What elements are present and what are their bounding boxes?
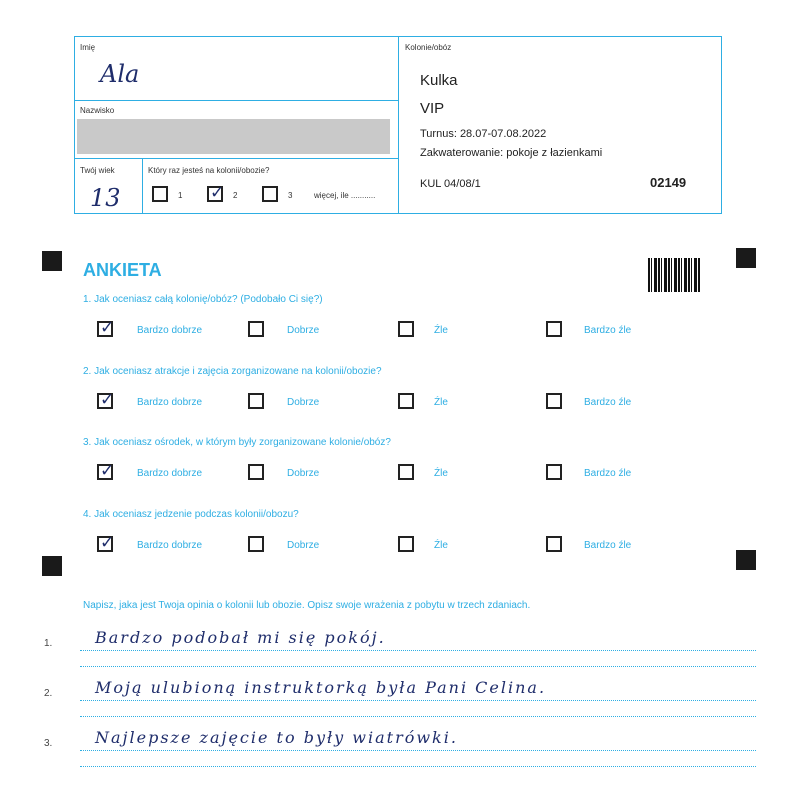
zakwaterowanie: Zakwaterowanie: pokoje z łazienkami [420, 147, 603, 159]
header-divider-3 [142, 158, 143, 214]
question-4-checkbox-3[interactable] [398, 536, 414, 552]
imie-value[interactable]: Ala [100, 60, 140, 88]
opinion-line-dotted-rule [80, 716, 756, 717]
header-divider-vertical [398, 36, 399, 214]
opinion-prompt: Napisz, jaka jest Twoja opinia o kolonii lub obozie. Opisz swoje wrażenia z pobytu w trzech zdaniach. [83, 600, 531, 611]
opinion-line-text[interactable]: Najlepsze zajęcie to były wiatrówki. [95, 728, 458, 747]
question-4-checkbox-4[interactable] [546, 536, 562, 552]
survey-title: ANKIETA [83, 260, 162, 280]
question-1-option-label-3: Źle [434, 325, 448, 336]
opinion-line-number: 1. [44, 638, 53, 649]
opinion-line-dotted-rule [80, 650, 756, 651]
ktory-raz-checkbox-3[interactable] [262, 186, 278, 202]
kolonia-code: KUL 04/08/1 [420, 178, 481, 190]
registration-marker-top-left [42, 251, 62, 271]
question-3-option-label-4: Bardzo źle [584, 468, 632, 479]
question-4-option-label-4: Bardzo źle [584, 540, 632, 551]
registration-marker-top-right [736, 248, 756, 268]
nazwisko-label: Nazwisko [80, 106, 115, 115]
ktory-raz-option-1: 1 [178, 191, 183, 200]
question-2-checkbox-3[interactable] [398, 393, 414, 409]
kolonia-name: Kulka [420, 72, 458, 89]
question-2-option-label-3: Źle [434, 397, 448, 408]
opinion-line-dotted-rule [80, 750, 756, 751]
question-1-checkbox-4[interactable] [546, 321, 562, 337]
question-4-option-label-3: Źle [434, 540, 448, 551]
question-3-checkbox-1[interactable] [97, 464, 113, 480]
opinion-line-text[interactable]: Bardzo podobał mi się pokój. [95, 628, 386, 647]
kolonia-label: Kolonie/obóz [405, 43, 452, 52]
opinion-line-dotted-rule [80, 666, 756, 667]
question-4-option-label-1: Bardzo dobrze [137, 540, 203, 551]
question-1-checkbox-3[interactable] [398, 321, 414, 337]
ktory-raz-checkbox-1[interactable] [152, 186, 168, 202]
wiecej-label: więcej, ile ........... [314, 191, 376, 200]
ktory-raz-label: Który raz jesteś na kolonii/obozie? [148, 166, 270, 175]
question-2-text: 2. Jak oceniasz atrakcje i zajęcia zorganizowane na kolonii/obozie? [83, 366, 382, 377]
opinion-line-number: 2. [44, 688, 53, 699]
question-2-checkbox-4[interactable] [546, 393, 562, 409]
question-2-option-label-4: Bardzo źle [584, 397, 632, 408]
header-divider-1 [74, 100, 399, 101]
question-3-option-label-1: Bardzo dobrze [137, 468, 203, 479]
question-1-option-label-2: Dobrze [287, 325, 320, 336]
ktory-raz-checkbox-2[interactable] [207, 186, 223, 202]
ktory-raz-option-3: 3 [288, 191, 293, 200]
question-4-checkbox-2[interactable] [248, 536, 264, 552]
question-1-checkbox-2[interactable] [248, 321, 264, 337]
question-3-option-label-2: Dobrze [287, 468, 320, 479]
question-3-checkbox-2[interactable] [248, 464, 264, 480]
opinion-line-dotted-rule [80, 700, 756, 701]
opinion-line-number: 3. [44, 738, 53, 749]
header-divider-2 [74, 158, 399, 159]
question-3-checkbox-3[interactable] [398, 464, 414, 480]
opinion-line-dotted-rule [80, 766, 756, 767]
kolonia-type: VIP [420, 100, 445, 117]
opinion-line-text[interactable]: Moją ulubioną instruktorką była Pani Celina. [95, 678, 547, 697]
turnus: Turnus: 28.07-07.08.2022 [420, 128, 547, 140]
question-4-checkbox-1[interactable] [97, 536, 113, 552]
registration-marker-bottom-left [42, 556, 62, 576]
question-4-text: 4. Jak oceniasz jedzenie podczas kolonii/obozu? [83, 509, 299, 520]
imie-label: Imię [80, 43, 96, 52]
wiek-value[interactable]: 13 [90, 184, 121, 212]
question-4-option-label-2: Dobrze [287, 540, 320, 551]
question-3-checkbox-4[interactable] [546, 464, 562, 480]
question-2-option-label-1: Bardzo dobrze [137, 397, 203, 408]
wiek-label: Twój wiek [80, 166, 115, 175]
question-1-option-label-4: Bardzo źle [584, 325, 632, 336]
question-1-checkbox-1[interactable] [97, 321, 113, 337]
form-number: 02149 [650, 175, 687, 190]
question-3-option-label-3: Źle [434, 468, 448, 479]
question-2-option-label-2: Dobrze [287, 397, 320, 408]
question-3-text: 3. Jak oceniasz ośrodek, w którym były zorganizowane kolonie/obóz? [83, 437, 391, 448]
question-2-checkbox-1[interactable] [97, 393, 113, 409]
question-2-checkbox-2[interactable] [248, 393, 264, 409]
nazwisko-redacted [77, 119, 390, 154]
registration-marker-bottom-right [736, 550, 756, 570]
question-1-option-label-1: Bardzo dobrze [137, 325, 203, 336]
question-1-text: 1. Jak oceniasz całą kolonię/obóz? (Podobało Ci się?) [83, 294, 323, 305]
barcode-icon [648, 258, 700, 292]
ktory-raz-option-2: 2 [233, 191, 238, 200]
